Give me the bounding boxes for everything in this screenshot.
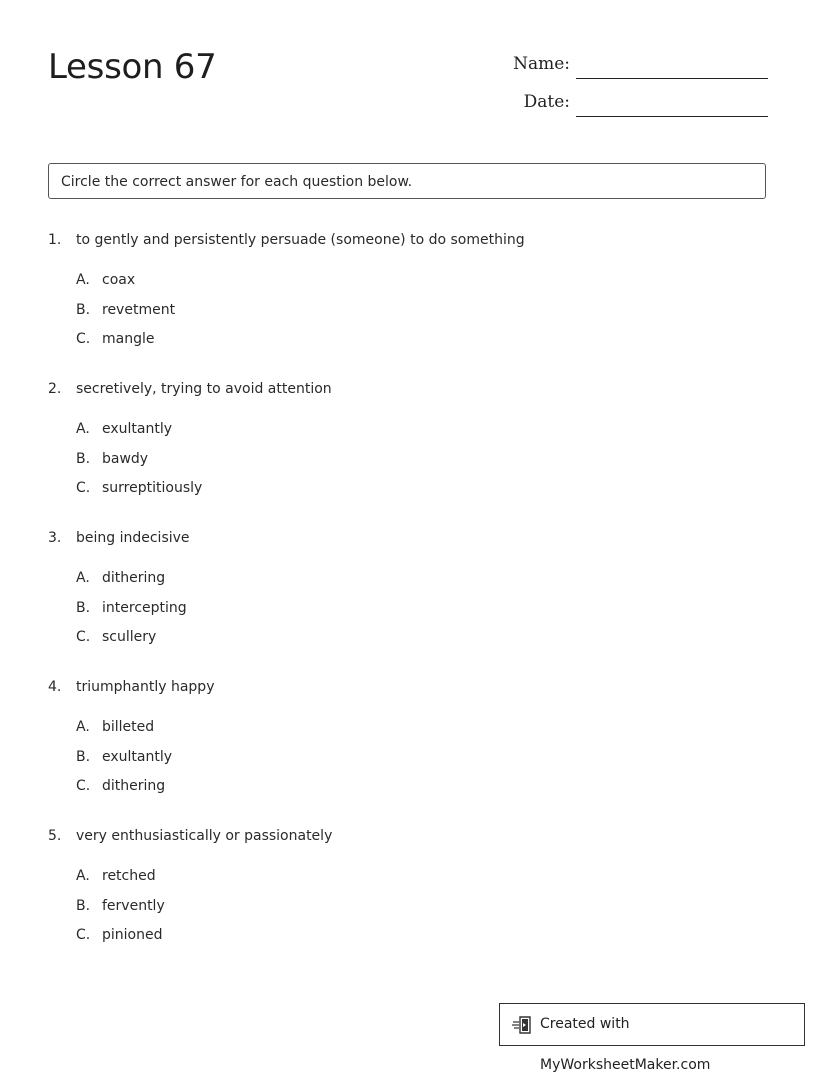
option-letter: C. bbox=[76, 629, 91, 645]
option-letter: A. bbox=[76, 570, 90, 586]
option-letter: A. bbox=[76, 272, 90, 288]
question-4 bbox=[48, 677, 748, 697]
option-letter: C. bbox=[76, 331, 91, 347]
date-label: Date: bbox=[523, 92, 570, 112]
option[interactable] bbox=[76, 866, 476, 886]
option-text: pinioned bbox=[102, 927, 163, 943]
option-text: fervently bbox=[102, 898, 165, 914]
option[interactable] bbox=[76, 925, 476, 945]
option[interactable] bbox=[76, 449, 476, 469]
question-prompt: being indecisive bbox=[76, 530, 190, 546]
date-field bbox=[518, 88, 768, 118]
option[interactable] bbox=[76, 568, 476, 588]
option[interactable] bbox=[76, 776, 476, 796]
question-number: 3. bbox=[48, 530, 62, 546]
option-text: exultantly bbox=[102, 421, 173, 437]
option-text: mangle bbox=[102, 331, 155, 347]
option[interactable] bbox=[76, 329, 476, 349]
option[interactable] bbox=[76, 717, 476, 737]
option-letter: C. bbox=[76, 927, 91, 943]
name-field bbox=[513, 50, 768, 80]
option-letter: C. bbox=[76, 778, 91, 794]
option[interactable] bbox=[76, 419, 476, 439]
question-prompt: triumphantly happy bbox=[76, 679, 215, 695]
option-letter: B. bbox=[76, 451, 91, 467]
option[interactable] bbox=[76, 270, 476, 290]
question-3 bbox=[48, 528, 748, 548]
worksheet-maker-logo-icon bbox=[512, 1014, 534, 1036]
option-letter: B. bbox=[76, 302, 91, 318]
option-text: intercepting bbox=[102, 600, 187, 616]
option-text: scullery bbox=[102, 629, 157, 645]
option-text: dithering bbox=[102, 778, 166, 794]
option[interactable] bbox=[76, 896, 476, 916]
instructions-box: Circle the correct answer for each question below. bbox=[48, 163, 766, 199]
option-letter: B. bbox=[76, 898, 91, 914]
name-line bbox=[576, 78, 768, 79]
option-letter: A. bbox=[76, 719, 90, 735]
option[interactable] bbox=[76, 747, 476, 767]
name-label: Name: bbox=[513, 54, 570, 74]
option[interactable] bbox=[76, 598, 476, 618]
question-number: 5. bbox=[48, 828, 62, 844]
option-letter: B. bbox=[76, 600, 91, 616]
option-letter: A. bbox=[76, 868, 90, 884]
option[interactable] bbox=[76, 300, 476, 320]
option-text: revetment bbox=[102, 302, 176, 318]
option-text: bawdy bbox=[102, 451, 149, 467]
question-prompt: very enthusiastically or passionately bbox=[76, 828, 333, 844]
question-prompt: to gently and persistently persuade (someone) to do something bbox=[76, 232, 525, 248]
question-number: 1. bbox=[48, 232, 62, 248]
question-1 bbox=[48, 230, 748, 250]
option-text: coax bbox=[102, 272, 136, 288]
option[interactable] bbox=[76, 627, 476, 647]
question-prompt: secretively, trying to avoid attention bbox=[76, 381, 332, 397]
option-text: exultantly bbox=[102, 749, 173, 765]
option-letter: A. bbox=[76, 421, 90, 437]
option-letter: C. bbox=[76, 480, 91, 496]
question-5 bbox=[48, 826, 748, 846]
question-number: 2. bbox=[48, 381, 62, 397]
page-title: Lesson 67 bbox=[48, 47, 217, 87]
option-text: surreptitiously bbox=[102, 480, 203, 496]
question-2 bbox=[48, 379, 748, 399]
question-number: 4. bbox=[48, 679, 62, 695]
footer-text: Created with MyWorksheetMaker.com bbox=[540, 1016, 711, 1073]
footer-credit[interactable] bbox=[499, 1003, 805, 1073]
option-text: dithering bbox=[102, 570, 166, 586]
option-text: retched bbox=[102, 868, 156, 884]
option-letter: B. bbox=[76, 749, 91, 765]
option-text: billeted bbox=[102, 719, 155, 735]
date-line bbox=[576, 116, 768, 117]
option[interactable] bbox=[76, 478, 476, 498]
